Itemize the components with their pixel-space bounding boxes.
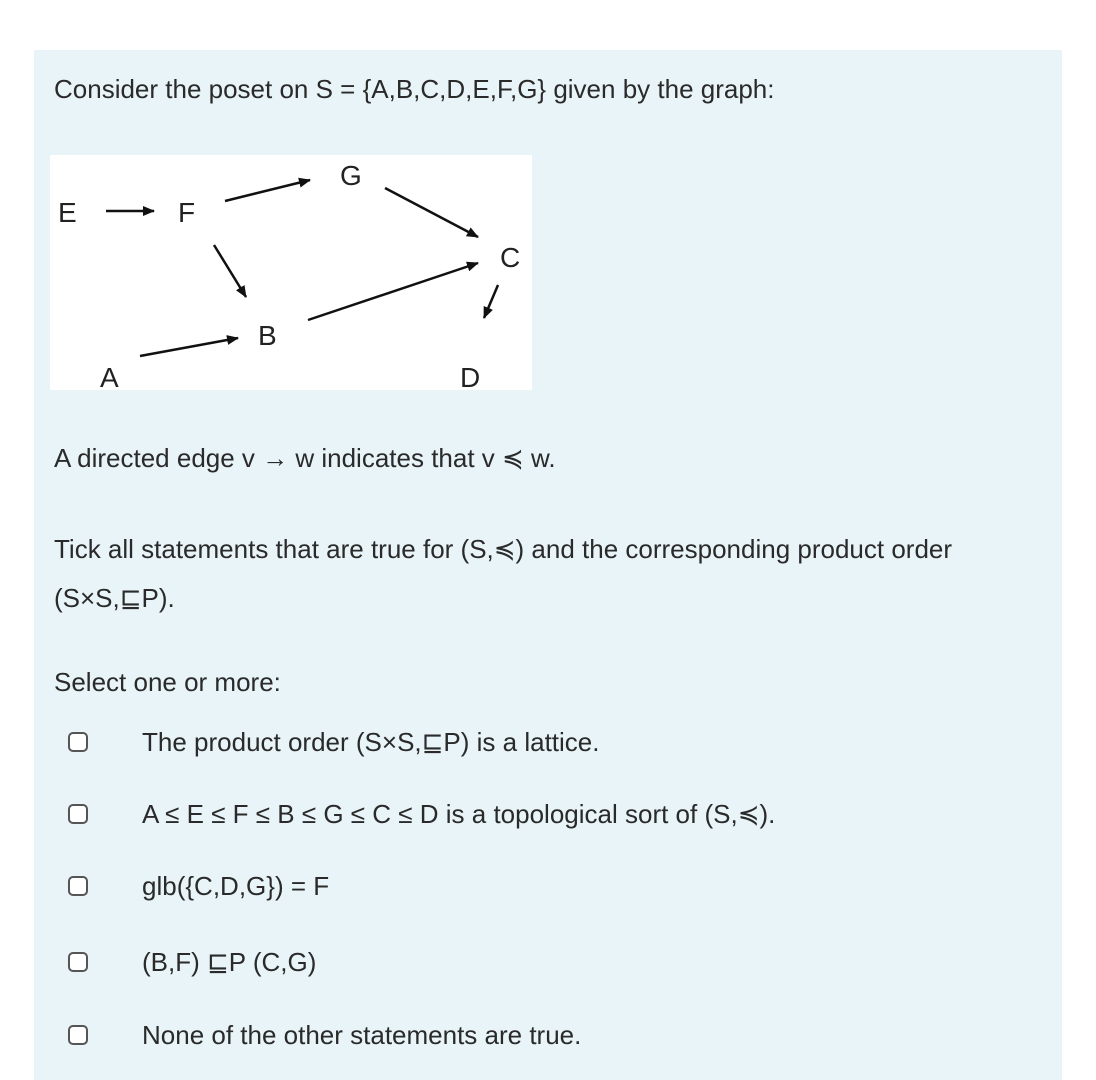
node-d: D bbox=[460, 362, 481, 390]
question-intro: Consider the poset on S = {A,B,C,D,E,F,G} given by the graph: bbox=[54, 74, 775, 104]
answer-checkbox[interactable] bbox=[68, 732, 88, 752]
answer-checkbox[interactable] bbox=[68, 876, 88, 896]
instruction-line-1: Tick all statements that are true for (S,≼) and the corresponding product order bbox=[54, 534, 953, 564]
edge-note: A directed edge v → w indicates that v ≼ w. bbox=[54, 443, 556, 473]
answer-option[interactable] bbox=[64, 1017, 964, 1057]
node-e: E bbox=[58, 197, 77, 228]
edge-c-d bbox=[484, 285, 498, 318]
answer-label[interactable]: The product order (S×S,⊑P) is a lattice. bbox=[142, 727, 600, 757]
answer-checkbox[interactable] bbox=[68, 1025, 88, 1045]
select-prompt: Select one or more: bbox=[54, 667, 281, 697]
node-a: A bbox=[100, 362, 119, 390]
edge-a-b bbox=[140, 338, 238, 356]
node-f: F bbox=[178, 197, 196, 228]
answer-label[interactable]: A ≤ E ≤ F ≤ B ≤ G ≤ C ≤ D is a topological sort of (S,≼). bbox=[142, 799, 776, 829]
answer-label[interactable]: None of the other statements are true. bbox=[142, 1020, 582, 1050]
answer-label[interactable]: glb({C,D,G}) = F bbox=[142, 871, 330, 901]
answer-option[interactable] bbox=[64, 944, 964, 984]
edge-b-c bbox=[308, 263, 478, 320]
edge-f-b bbox=[214, 245, 246, 297]
answer-option[interactable] bbox=[64, 796, 964, 836]
node-c: C bbox=[500, 242, 521, 273]
node-b: B bbox=[258, 320, 277, 351]
poset-graph bbox=[50, 155, 532, 390]
edge-f-g bbox=[225, 180, 310, 201]
instruction-line-2: (S×S,⊑P). bbox=[54, 583, 175, 613]
edge-g-c bbox=[385, 188, 478, 237]
answer-label[interactable]: (B,F) ⊑P (C,G) bbox=[142, 947, 317, 977]
answer-checkbox[interactable] bbox=[68, 952, 88, 972]
answer-option[interactable] bbox=[64, 724, 964, 764]
answer-checkbox[interactable] bbox=[68, 804, 88, 824]
node-g: G bbox=[340, 160, 362, 191]
answer-option[interactable] bbox=[64, 868, 964, 908]
